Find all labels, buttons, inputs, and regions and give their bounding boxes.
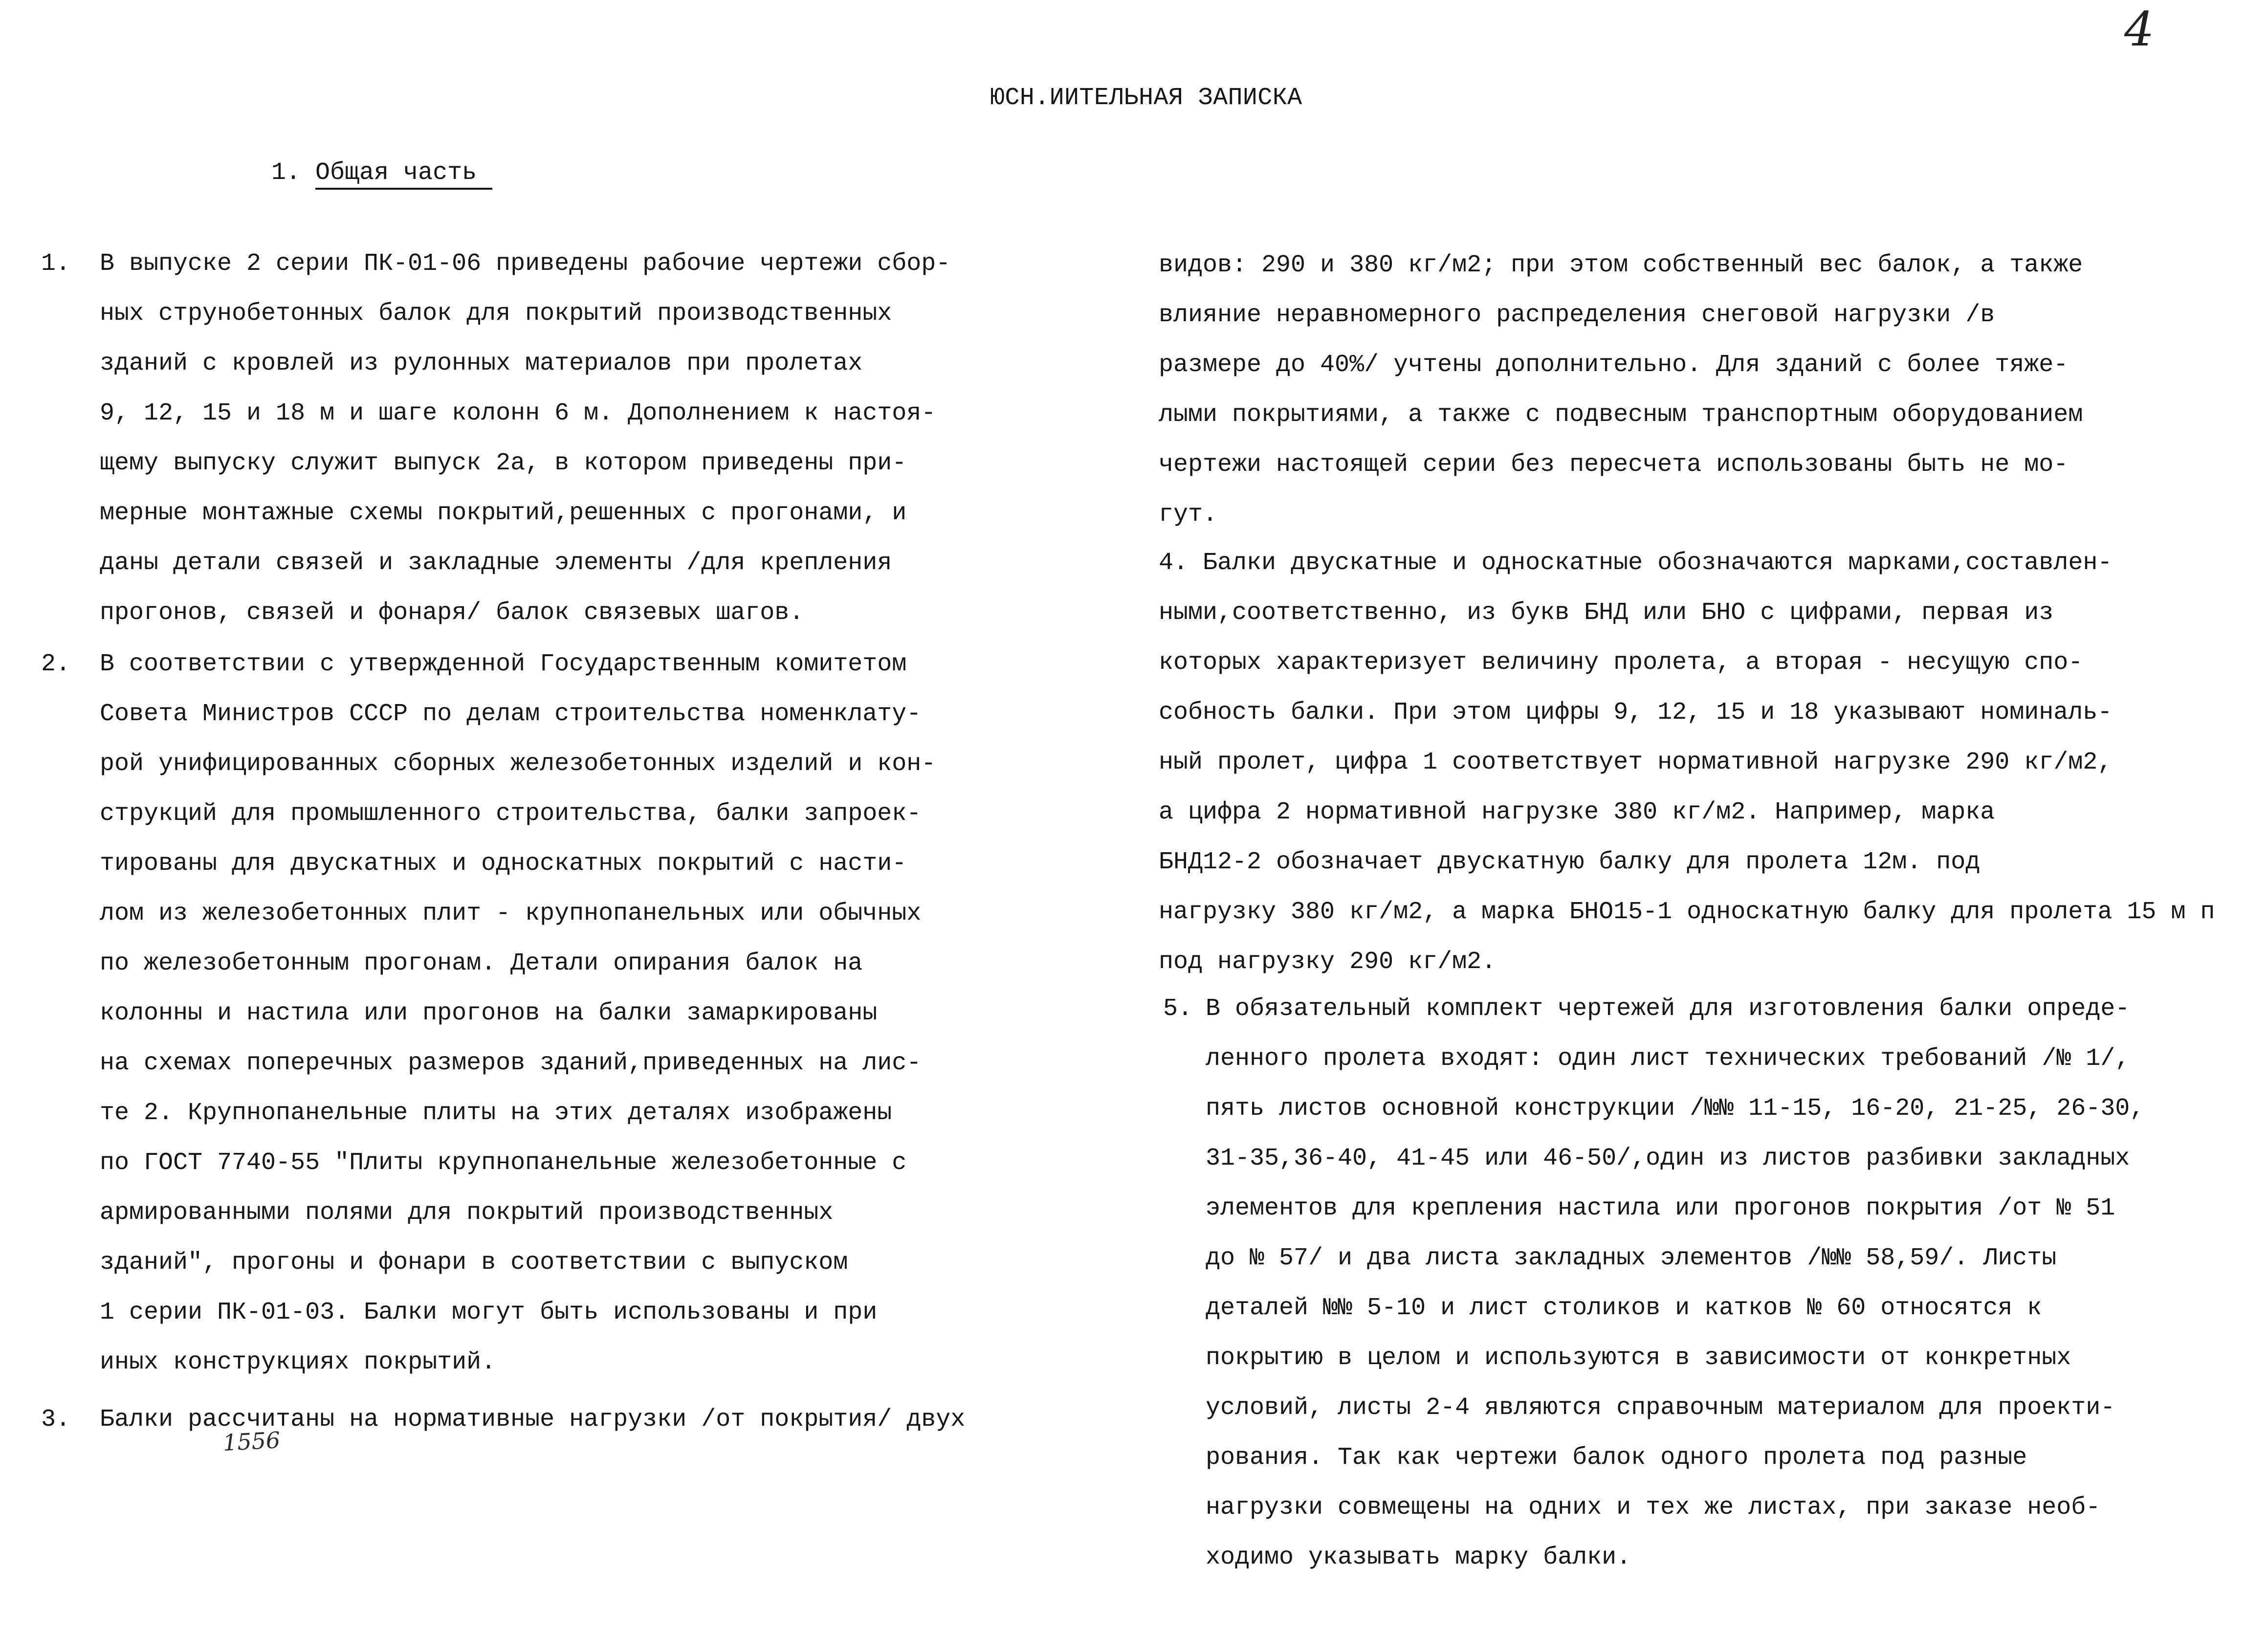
text-line: пять листов основной конструкции /№№ 11-15, 16-20, 21-25, 26-30, (1206, 1095, 2145, 1123)
text-line: ный пролет, цифра 1 соответствует нормативной нагрузке 290 кг/м2, (1159, 749, 2113, 776)
text-line: тированы для двускатных и односкатных покрытий с насти- (100, 850, 907, 878)
section-title: Общая часть (315, 158, 492, 190)
text-line: покрытию в целом и используются в зависимости от конкретных (1206, 1344, 2071, 1372)
text-line: мерные монтажные схемы покрытий,решенных с прогонами, и (100, 499, 907, 527)
text-line (1159, 538, 2215, 588)
text-line: до № 57/ и два листа закладных элементов /№№ 58,59/. Листы (1206, 1244, 2057, 1272)
text-line: Совета Министров СССР по делам строительства номенклату- (100, 700, 922, 728)
paragraph-5 (1163, 984, 2145, 1583)
text-line-content: Балки двускатные и односкатные обозначаются марками,составлен- (1203, 549, 2113, 577)
text-line: те 2. Крупнопанельные плиты на этих деталях изображены (100, 1099, 892, 1127)
text-line: видов: 290 и 380 кг/м2; при этом собственный вес балок, а также (1159, 251, 2083, 279)
text-line: армированными полями для покрытий производственных (100, 1199, 834, 1227)
text-line: по железобетонным прогонам. Детали опирания балок на (100, 949, 863, 977)
item-number: 4. (1159, 549, 1189, 577)
paragraph-2 (41, 640, 936, 1388)
paragraph-1 (41, 239, 951, 638)
item-number: 2. (41, 650, 71, 678)
item-number: 1. (41, 250, 71, 278)
text-line: нагрузку 380 кг/м2, а марка БНО15-1 односкатную балку для пролета 15 м п (1159, 898, 2215, 926)
text-line: а цифра 2 нормативной нагрузке 380 кг/м2. Например, марка (1159, 798, 1995, 826)
text-line: влияние неравномерного распределения снеговой нагрузки /в (1159, 301, 1995, 329)
text-line: лом из железобетонных плит - крупнопанельных или обычных (100, 900, 922, 927)
text-line: под нагрузку 290 кг/м2. (1159, 948, 1497, 976)
text-line: 1 серии ПК-01-03. Балки могут быть использованы и при (100, 1299, 878, 1326)
text-line: зданий с кровлей из рулонных материалов при пролетах (100, 350, 863, 377)
text-line: даны детали связей и закладные элементы /для крепления (100, 549, 892, 577)
text-line: ходимо указывать марку балки. (1206, 1544, 1631, 1571)
text-line: нагрузки совмещены на одних и тех же листах, при заказе необ- (1206, 1494, 2101, 1522)
text-line: на схемах поперечных размеров зданий,приведенных на лис- (100, 1049, 922, 1077)
text-line: условий, листы 2-4 являются справочным материалом для проекти- (1206, 1394, 2115, 1422)
handwritten-note: 1556 (222, 1426, 281, 1457)
text-line: В соответствии с утвержденной Государственным комитетом (100, 650, 907, 678)
text-line: Балки рассчитаны на нормативные нагрузки /от покрытия/ двух (100, 1406, 966, 1434)
text-line: рой унифицированных сборных железобетонных изделий и кон- (100, 750, 936, 778)
text-line: собность балки. При этом цифры 9, 12, 15 и 18 указывают номиналь- (1159, 699, 2113, 727)
section-number: 1. (271, 159, 301, 187)
text-line: колонны и настила или прогонов на балки замаркированы (100, 999, 878, 1027)
text-line: ленного пролета входят: один лист технических требований /№ 1/, (1206, 1045, 2130, 1073)
item-number: 3. (41, 1406, 71, 1434)
text-line: чертежи настоящей серии без пересчета использованы быть не мо- (1159, 451, 2069, 479)
paragraph-3-continuation (1159, 241, 2083, 540)
text-line: иных конструкциях покрытий. (100, 1348, 496, 1376)
text-line: зданий", прогоны и фонари в соответствии с выпуском (100, 1249, 848, 1277)
text-line: 9, 12, 15 и 18 м и шаге колонн 6 м. Дополнением к настоя- (100, 399, 936, 427)
text-line: В обязательный комплект чертежей для изготовления балки опреде- (1206, 995, 2130, 1023)
text-line: В выпуске 2 серии ПК-01-06 приведены рабочие чертежи сбор- (100, 250, 951, 278)
text-line: размере до 40%/ учтены дополнительно. Для зданий с более тяже- (1159, 351, 2069, 379)
text-line: ных струнобетонных балок для покрытий производственных (100, 300, 892, 328)
text-line: рования. Так как чертежи балок одного пролета под разные (1206, 1444, 2027, 1472)
text-line: прогонов, связей и фонаря/ балок связевых шагов. (100, 599, 804, 627)
text-line: которых характеризует величину пролета, а вторая - несущую спо- (1159, 649, 2083, 677)
text-line: БНД12-2 обозначает двускатную балку для пролета 12м. под (1159, 848, 1981, 876)
item-number: 5. (1163, 995, 1193, 1023)
text-line: 31-35,36-40, 41-45 или 46-50/,один из листов разбивки закладных (1206, 1145, 2130, 1172)
page-number: 4 (2124, 2, 2155, 57)
text-line: ными,соответственно, из букв БНД или БНО с цифрами, первая из (1159, 599, 2054, 627)
text-line: лыми покрытиями, а также с подвесным транспортным оборудованием (1159, 401, 2083, 429)
paragraph-4 (1159, 538, 2215, 987)
text-line: элементов для крепления настила или прогонов покрытия /от № 51 (1206, 1194, 2115, 1222)
text-line: струкций для промышленного строительства, балки запроек- (100, 800, 922, 828)
text-line: гут. (1159, 501, 1218, 529)
text-line: деталей №№ 5-10 и лист столиков и катков № 60 относятся к (1206, 1294, 2042, 1322)
document-title: ЮСН.ИИТЕЛЬНАЯ ЗАПИСКА (990, 84, 1302, 112)
text-line: по ГОСТ 7740-55 "Плиты крупнопанельные железобетонные с (100, 1149, 907, 1177)
text-line: щему выпуску служит выпуск 2а, в котором приведены при- (100, 449, 907, 477)
section-heading (271, 148, 492, 198)
